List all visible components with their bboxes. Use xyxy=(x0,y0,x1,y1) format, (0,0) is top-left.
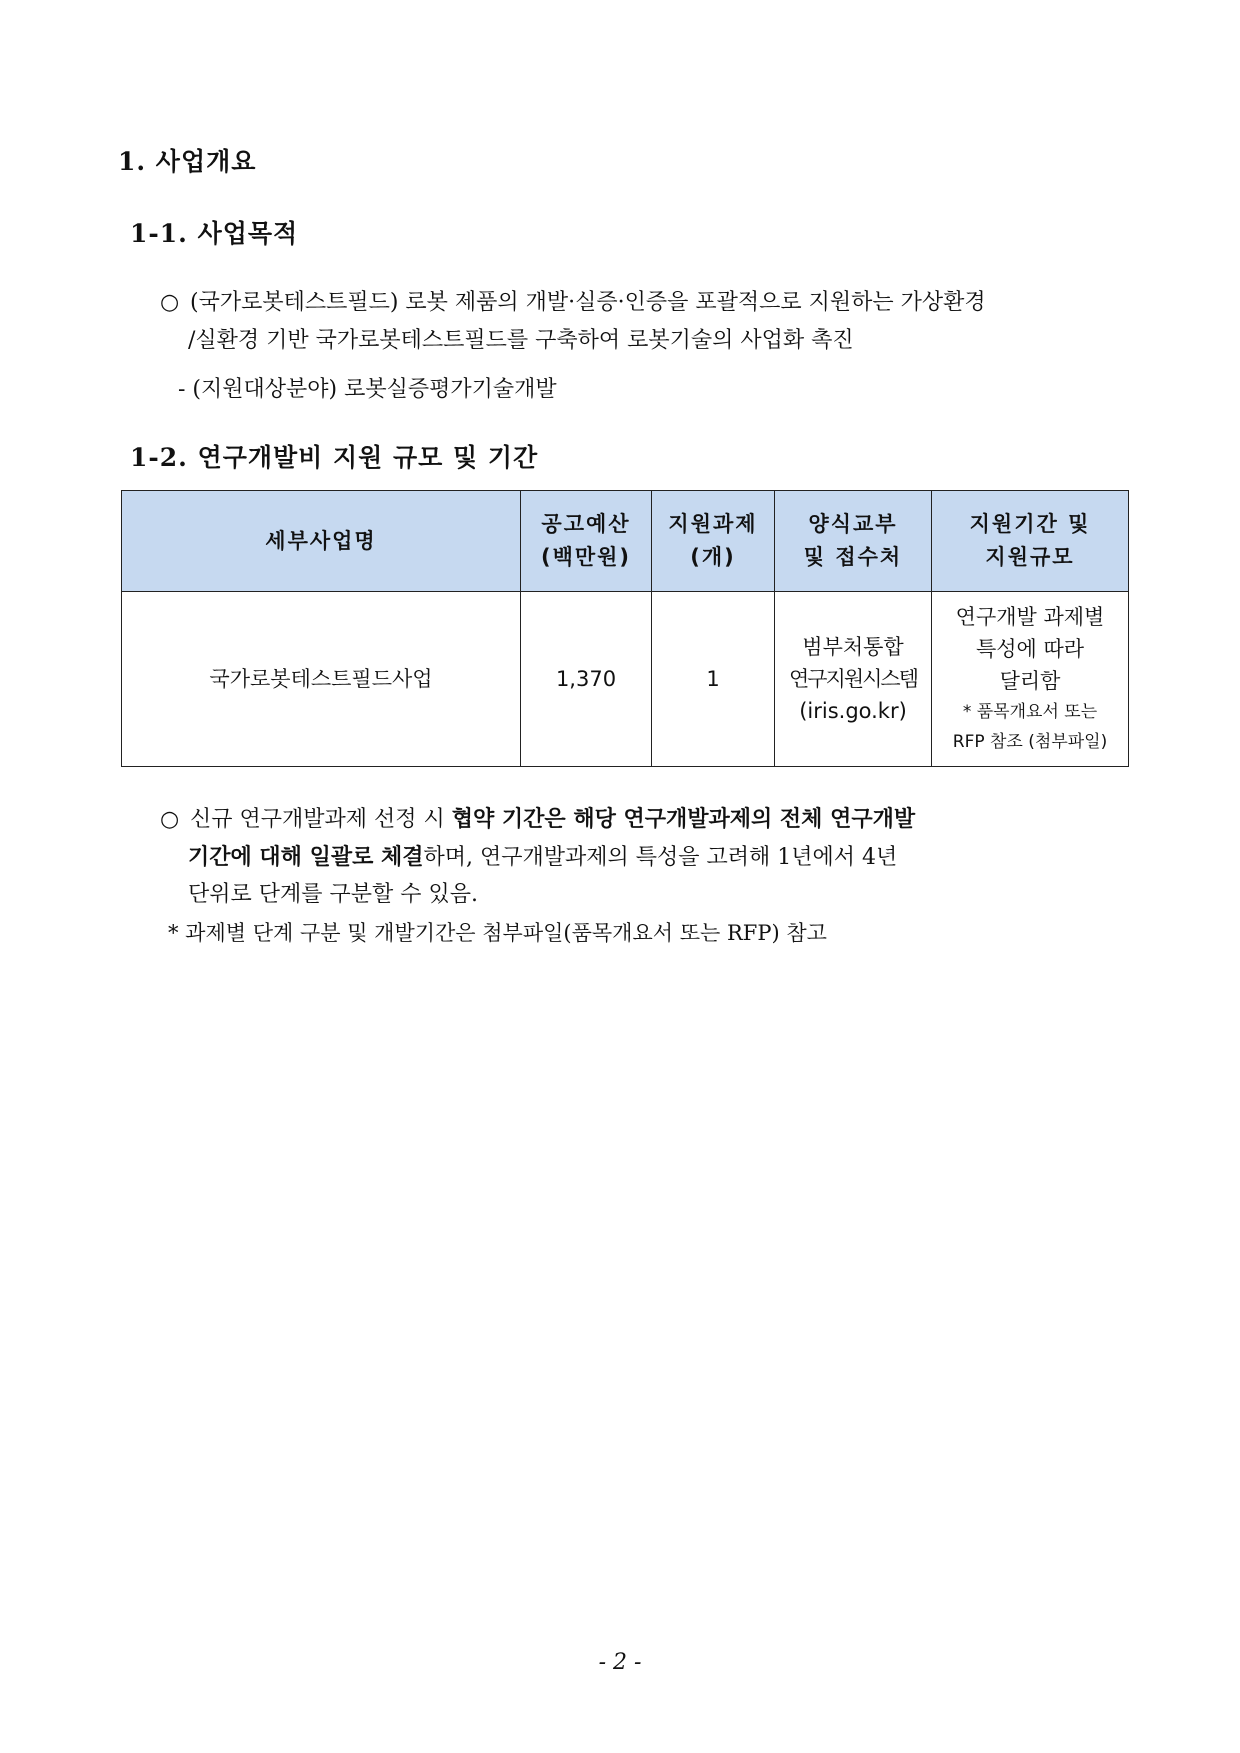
cell-support-period: 연구개발 과제별 특성에 따라 달리함 * 품목개요서 또는 RFP 참조 (첨부파일) xyxy=(932,592,1129,767)
purpose-bullet xyxy=(160,284,1130,322)
cell-submission-office: 범부처통합 연구지원시스템 (iris.go.kr) xyxy=(775,592,932,767)
header-program-name: 세부사업명 xyxy=(122,491,521,592)
page-number: - 2 - xyxy=(598,1650,642,1675)
period-note: * 품목개요서 또는 RFP 참조 (첨부파일) xyxy=(952,702,1108,752)
table-header-row xyxy=(122,491,1129,592)
purpose-line-1: (국가로봇테스트필드) 로봇 제품의 개발·실증·인증을 포괄적으로 지원하는 가상환경 xyxy=(190,290,986,315)
bullet-circle: ○ xyxy=(160,807,180,832)
cell-task-count: 1 xyxy=(652,592,775,767)
agreement-paragraph xyxy=(160,800,1130,839)
header-support-period: 지원기간 및 지원규모 xyxy=(932,491,1129,592)
header-submission-office: 양식교부 및 접수처 xyxy=(775,491,932,592)
header-task-count: 지원과제 (개) xyxy=(652,491,775,592)
table-row xyxy=(122,592,1129,767)
agreement-line-1-bold: 협약 기간은 해당 연구개발과제의 전체 연구개발 xyxy=(451,806,916,832)
budget-table xyxy=(121,490,1129,767)
section-title: 1. 사업개요 xyxy=(118,147,257,176)
bullet-circle: ○ xyxy=(160,290,180,315)
support-field-item: - (지원대상분야) 로봇실증평가기술개발 xyxy=(178,377,557,402)
header-budget: 공고예산 (백만원) xyxy=(521,491,652,592)
agreement-line-1-plain: 신규 연구개발과제 선정 시 xyxy=(190,807,452,832)
stage-note: * 과제별 단계 구분 및 개발기간은 첨부파일(품목개요서 또는 RFP) 참고 xyxy=(168,921,827,945)
cell-budget: 1,370 xyxy=(521,592,652,767)
subsection-title-budget: 1-2. 연구개발비 지원 규모 및 기간 xyxy=(130,443,539,472)
agreement-line-3: 단위로 단계를 구분할 수 있음. xyxy=(188,882,478,907)
cell-program-name: 국가로봇테스트필드사업 xyxy=(122,592,521,767)
subsection-title-purpose: 1-1. 사업목적 xyxy=(130,219,299,248)
purpose-line-2: /실환경 기반 국가로봇테스트필드를 구축하여 로봇기술의 사업화 촉진 xyxy=(188,328,854,353)
agreement-line-2: 기간에 대해 일괄로 체결하며, 연구개발과제의 특성을 고려해 1년에서 4년 xyxy=(188,844,898,870)
